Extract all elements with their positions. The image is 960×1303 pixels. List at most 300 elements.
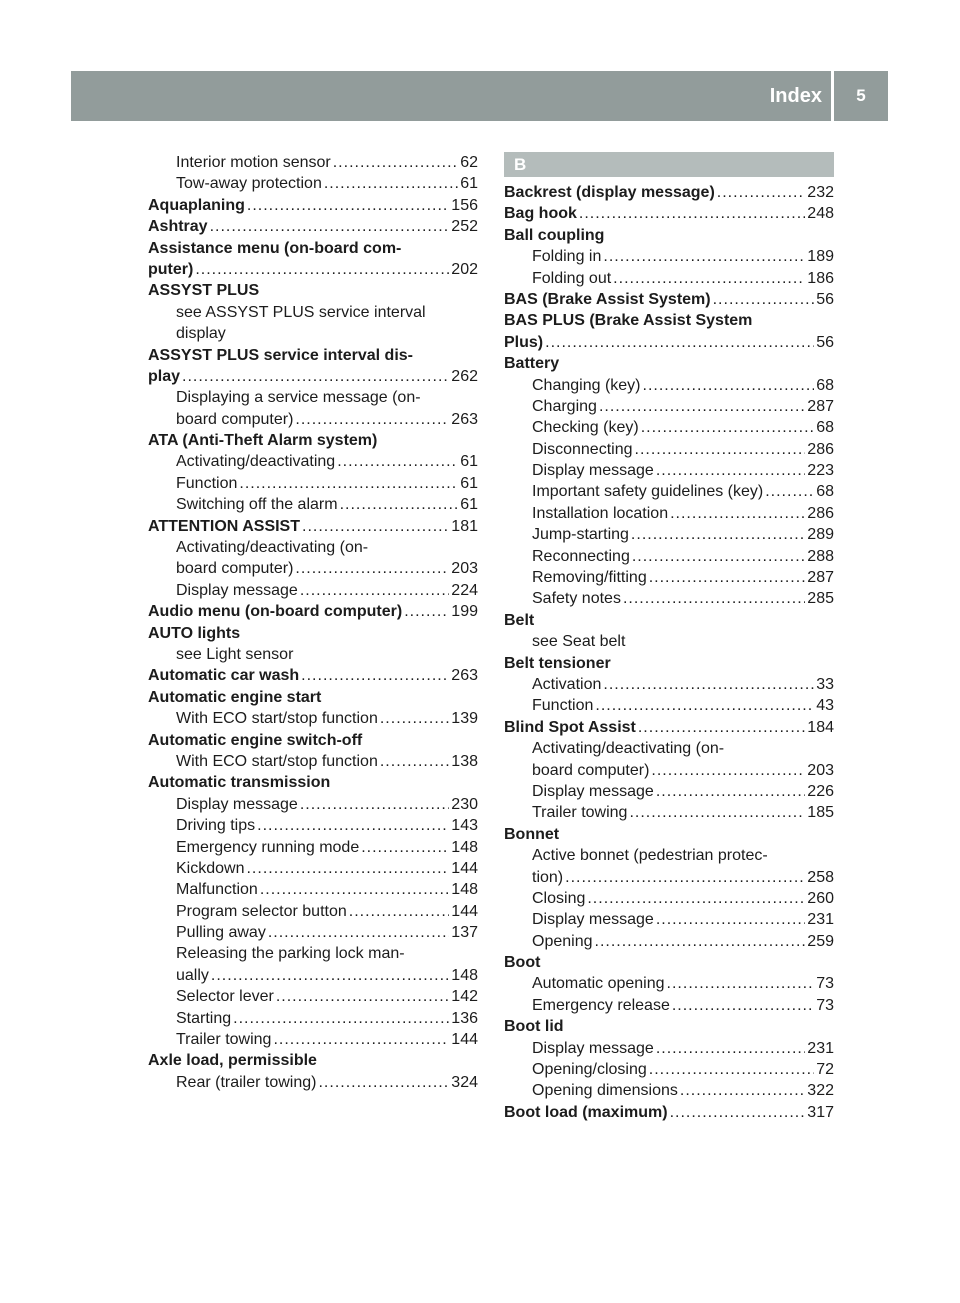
page-reference: 72 xyxy=(816,1061,834,1079)
dot-leader xyxy=(638,717,805,738)
index-subentry xyxy=(148,451,478,472)
entry-text: Axle load, permissible xyxy=(148,1052,317,1070)
page-reference: 287 xyxy=(807,397,834,415)
entry-text: Program selector button xyxy=(176,902,347,920)
index-subentry xyxy=(148,879,478,900)
entry-text: Boot load (maximum) xyxy=(504,1103,668,1121)
entry-text: Checking (key) xyxy=(532,419,639,437)
dot-leader xyxy=(765,481,814,502)
index-subentry xyxy=(148,943,478,964)
dot-leader xyxy=(257,815,449,836)
page-reference: 258 xyxy=(807,868,834,886)
dot-leader xyxy=(210,216,450,237)
page-reference: 263 xyxy=(451,667,478,685)
dot-leader xyxy=(195,259,449,280)
index-entry xyxy=(504,332,834,353)
index-subentry xyxy=(504,760,834,781)
index-entry xyxy=(148,687,478,708)
index-entry xyxy=(148,601,478,622)
entry-text: Switching off the alarm xyxy=(176,496,338,514)
dot-leader xyxy=(276,986,449,1007)
entry-text: Backrest (display message) xyxy=(504,184,715,201)
index-entry xyxy=(148,345,478,366)
entry-text: see Light sensor xyxy=(176,645,294,663)
index-subentry xyxy=(148,708,478,729)
index-entry xyxy=(504,310,834,331)
dot-leader xyxy=(656,460,805,481)
index-entry xyxy=(148,280,478,301)
entry-text: Rear (trailer towing) xyxy=(176,1073,317,1091)
entry-text: ATTENTION ASSIST xyxy=(148,517,300,535)
entry-text: board computer) xyxy=(176,560,294,578)
index-entry xyxy=(504,1016,834,1037)
page-reference: 203 xyxy=(807,761,834,779)
entry-text: Installation location xyxy=(532,504,669,522)
page-reference: 68 xyxy=(816,483,834,501)
page-reference: 317 xyxy=(807,1103,834,1121)
page-reference: 202 xyxy=(451,260,478,278)
index-entry xyxy=(504,952,834,973)
entry-text: Changing (key) xyxy=(532,376,641,394)
dot-leader xyxy=(247,195,449,216)
page-reference: 203 xyxy=(451,560,478,578)
index-entry xyxy=(148,772,478,793)
entry-text: Belt xyxy=(504,611,535,629)
entry-text: Display message xyxy=(176,581,298,599)
page-reference: 137 xyxy=(451,924,478,942)
index-subentry xyxy=(504,1038,834,1059)
dot-leader xyxy=(211,965,449,986)
page-reference: 138 xyxy=(451,752,478,770)
dot-leader xyxy=(587,888,805,909)
index-subentry xyxy=(504,1080,834,1101)
index-subentry xyxy=(504,417,834,438)
dot-leader xyxy=(295,409,449,430)
index-subentry xyxy=(504,396,834,417)
dot-leader xyxy=(545,332,814,353)
dot-leader xyxy=(643,375,815,396)
entry-text: Opening dimensions xyxy=(532,1082,678,1100)
dot-leader xyxy=(599,396,805,417)
entry-text: display xyxy=(176,325,226,343)
index-subentry xyxy=(504,268,834,289)
page-reference: 324 xyxy=(451,1073,478,1091)
entry-text: board computer) xyxy=(532,761,650,779)
entry-text: Display message xyxy=(532,782,654,800)
dot-leader xyxy=(260,879,449,900)
page-reference: 185 xyxy=(807,804,834,822)
index-entry xyxy=(148,195,478,216)
entry-text: Folding in xyxy=(532,248,602,266)
dot-leader xyxy=(603,246,805,267)
index-subentry xyxy=(148,173,478,194)
page-reference: 61 xyxy=(460,175,478,193)
entry-text: Important safety guidelines (key) xyxy=(532,483,764,501)
page-reference: 61 xyxy=(460,496,478,514)
page-reference: 181 xyxy=(451,517,478,535)
dot-leader xyxy=(670,503,805,524)
index-subentry xyxy=(148,323,478,344)
entry-text: Function xyxy=(532,697,594,715)
page-reference: 288 xyxy=(807,547,834,565)
index-subentry xyxy=(504,503,834,524)
dot-leader xyxy=(651,760,805,781)
index-subentry xyxy=(504,845,834,866)
index-subentry xyxy=(504,1059,834,1080)
dot-leader xyxy=(656,781,805,802)
page-reference: 148 xyxy=(451,838,478,856)
index-subentry xyxy=(148,794,478,815)
entry-text: Active bonnet (pedestrian protec- xyxy=(532,847,768,865)
dot-leader xyxy=(239,473,458,494)
entry-text: Pulling away xyxy=(176,924,266,942)
index-subentry xyxy=(148,751,478,772)
index-subentry xyxy=(504,931,834,952)
dot-leader xyxy=(656,909,805,930)
index-subentry xyxy=(148,901,478,922)
entry-text: Automatic car wash xyxy=(148,667,300,685)
page-reference: 43 xyxy=(816,697,834,715)
entry-text: Activating/deactivating (on- xyxy=(176,539,369,557)
page-reference: 230 xyxy=(451,795,478,813)
index-subentry xyxy=(148,858,478,879)
index-entry xyxy=(148,623,478,644)
entry-text: Display message xyxy=(176,795,298,813)
dot-leader xyxy=(595,695,814,716)
page-reference: 231 xyxy=(807,911,834,929)
index-subentry xyxy=(148,965,478,986)
dot-leader xyxy=(380,751,449,772)
dot-leader xyxy=(340,494,459,515)
entry-text: Display message xyxy=(532,911,654,929)
page-reference: 189 xyxy=(807,248,834,266)
index-subentry xyxy=(148,152,478,173)
index-column-left xyxy=(148,152,478,1093)
entry-text: puter) xyxy=(148,260,194,278)
entry-text: Audio menu (on-board computer) xyxy=(148,603,403,621)
index-subentry xyxy=(148,1072,478,1093)
entry-text: Displaying a service message (on- xyxy=(176,389,421,407)
page-reference: 56 xyxy=(816,290,834,308)
entry-text: Activating/deactivating (on- xyxy=(532,740,725,758)
page-reference: 62 xyxy=(460,154,478,171)
entry-text: Boot lid xyxy=(504,1018,564,1036)
index-subentry xyxy=(504,460,834,481)
dot-leader xyxy=(672,995,814,1016)
entry-text: Opening/closing xyxy=(532,1061,647,1079)
page-reference: 322 xyxy=(807,1082,834,1100)
entry-text: Function xyxy=(176,474,238,492)
index-entry xyxy=(148,216,478,237)
entry-text: ASSYST PLUS xyxy=(148,282,260,300)
page-reference: 33 xyxy=(816,675,834,693)
index-subentry xyxy=(148,837,478,858)
dot-leader xyxy=(318,1072,449,1093)
index-subentry xyxy=(504,546,834,567)
entry-text: see ASSYST PLUS service interval xyxy=(176,303,426,321)
page-reference: 142 xyxy=(451,988,478,1006)
index-entry xyxy=(504,353,834,374)
index-subentry xyxy=(148,558,478,579)
dot-leader xyxy=(595,931,806,952)
page-reference: 287 xyxy=(807,569,834,587)
page-reference: 286 xyxy=(807,504,834,522)
entry-text: Malfunction xyxy=(176,881,258,899)
entry-text: Trailer towing xyxy=(176,1031,272,1049)
dot-leader xyxy=(268,922,449,943)
dot-leader xyxy=(603,674,814,695)
entry-text: Closing xyxy=(532,889,586,907)
dot-leader xyxy=(380,708,449,729)
index-subentry xyxy=(504,781,834,802)
entry-text: Ashtray xyxy=(148,218,208,236)
page-reference: 148 xyxy=(451,881,478,899)
page-reference: 148 xyxy=(451,966,478,984)
dot-leader xyxy=(632,546,805,567)
dot-leader xyxy=(629,802,805,823)
page-reference: 224 xyxy=(451,581,478,599)
entry-text: Ball coupling xyxy=(504,226,605,244)
entry-text: ATA (Anti-Theft Alarm system) xyxy=(148,432,378,450)
entry-text: Tow-away protection xyxy=(176,175,322,193)
section-title: Index xyxy=(769,85,822,107)
dot-leader xyxy=(623,588,805,609)
index-entry xyxy=(148,665,478,686)
index-subentry xyxy=(504,738,834,759)
page-reference: 286 xyxy=(807,440,834,458)
entry-text: Automatic engine start xyxy=(148,688,322,706)
entry-text: Reconnecting xyxy=(532,547,630,565)
index-subentry xyxy=(148,922,478,943)
page-reference: 143 xyxy=(451,817,478,835)
dot-leader xyxy=(295,558,449,579)
entry-text: Selector lever xyxy=(176,988,274,1006)
index-subentry xyxy=(504,631,834,652)
entry-text: Activation xyxy=(532,675,602,693)
page-reference: 68 xyxy=(816,419,834,437)
index-subentry xyxy=(148,1029,478,1050)
index-entry xyxy=(504,203,834,224)
entry-text: Kickdown xyxy=(176,859,245,877)
index-entry xyxy=(504,289,834,310)
dot-leader xyxy=(300,580,449,601)
entry-text: play xyxy=(148,367,181,385)
page-reference: 73 xyxy=(816,975,834,993)
page-reference: 61 xyxy=(460,474,478,492)
page-reference: 289 xyxy=(807,526,834,544)
entry-text: Aquaplaning xyxy=(148,196,245,214)
entry-text: Automatic engine switch-off xyxy=(148,731,363,749)
entry-text: Boot xyxy=(504,954,541,972)
entry-text: Activating/deactivating xyxy=(176,453,336,471)
index-subentry xyxy=(148,302,478,323)
dot-leader xyxy=(635,439,806,460)
page-reference: 226 xyxy=(807,782,834,800)
index-subentry xyxy=(504,524,834,545)
index-subentry xyxy=(148,986,478,1007)
entry-text: Assistance menu (on-board com- xyxy=(148,239,402,257)
page-header xyxy=(71,71,888,121)
dot-leader xyxy=(337,451,458,472)
dot-leader xyxy=(667,973,815,994)
entry-text: With ECO start/stop function xyxy=(176,752,378,770)
page-reference: 73 xyxy=(816,996,834,1014)
index-subentry xyxy=(504,246,834,267)
section-letter-header: B xyxy=(504,152,834,177)
index-subentry xyxy=(504,973,834,994)
index-entries xyxy=(504,182,834,1123)
index-subentry xyxy=(504,439,834,460)
index-entry xyxy=(504,717,834,738)
dot-leader xyxy=(641,417,815,438)
entry-text: Belt tensioner xyxy=(504,654,611,672)
page-reference: 199 xyxy=(451,603,478,621)
page-reference: 252 xyxy=(451,218,478,236)
entry-text: Emergency release xyxy=(532,996,670,1014)
page-reference: 156 xyxy=(451,196,478,214)
page-reference: 263 xyxy=(451,410,478,428)
index-subentry xyxy=(504,867,834,888)
dot-leader xyxy=(349,901,450,922)
index-entry xyxy=(504,225,834,246)
index-entry xyxy=(504,824,834,845)
entry-text: Starting xyxy=(176,1009,232,1027)
page-reference: 285 xyxy=(807,590,834,608)
dot-leader xyxy=(182,366,449,387)
index-subentry xyxy=(504,995,834,1016)
entry-text: Battery xyxy=(504,355,560,373)
index-entry xyxy=(504,610,834,631)
page-reference: 144 xyxy=(451,902,478,920)
index-column-right xyxy=(504,152,834,1123)
entry-text: ually xyxy=(176,966,209,984)
dot-leader xyxy=(300,794,449,815)
dot-leader xyxy=(613,268,805,289)
dot-leader xyxy=(680,1080,805,1101)
index-entry xyxy=(148,1050,478,1071)
dot-leader xyxy=(565,867,805,888)
entry-text: Removing/fitting xyxy=(532,569,647,587)
page-reference: 61 xyxy=(460,453,478,471)
dot-leader xyxy=(333,152,458,173)
entry-text: BAS (Brake Assist System) xyxy=(504,290,711,308)
index-subentry xyxy=(504,375,834,396)
index-subentry xyxy=(148,537,478,558)
entry-text: Opening xyxy=(532,932,593,950)
entry-text: Bag hook xyxy=(504,205,577,223)
entry-text: see Seat belt xyxy=(532,633,626,651)
entry-text: Automatic opening xyxy=(532,975,665,993)
index-subentry xyxy=(504,567,834,588)
dot-leader xyxy=(301,665,449,686)
index-subentry xyxy=(504,909,834,930)
entry-text: Charging xyxy=(532,397,597,415)
index-entry xyxy=(148,430,478,451)
entry-text: Safety notes xyxy=(532,590,621,608)
entry-text: Interior motion sensor xyxy=(176,154,331,171)
page-reference: 232 xyxy=(807,184,834,201)
index-entry xyxy=(148,238,478,259)
index-subentry xyxy=(504,888,834,909)
index-entry xyxy=(148,259,478,280)
index-subentry xyxy=(504,588,834,609)
page-number: 5 xyxy=(856,86,866,105)
dot-leader xyxy=(324,173,458,194)
entry-text: Automatic transmission xyxy=(148,774,331,792)
dot-leader xyxy=(717,182,806,203)
index-subentry xyxy=(148,494,478,515)
index-subentry xyxy=(504,802,834,823)
entry-text: Jump-starting xyxy=(532,526,629,544)
entry-text: Bonnet xyxy=(504,825,560,843)
entry-text: Releasing the parking lock man- xyxy=(176,945,405,963)
dot-leader xyxy=(579,203,805,224)
index-entry xyxy=(504,182,834,203)
page-reference: 144 xyxy=(451,859,478,877)
dot-leader xyxy=(713,289,815,310)
entry-text: ASSYST PLUS service interval dis- xyxy=(148,346,413,364)
index-subentry xyxy=(504,695,834,716)
index-entry xyxy=(148,730,478,751)
page-reference: 144 xyxy=(451,1031,478,1049)
index-subentry xyxy=(148,409,478,430)
entry-text: BAS PLUS (Brake Assist System xyxy=(504,312,753,330)
entry-text: Folding out xyxy=(532,269,612,287)
index-subentry xyxy=(148,644,478,665)
index-subentry xyxy=(148,1008,478,1029)
index-entry xyxy=(148,516,478,537)
index-subentry xyxy=(148,387,478,408)
entry-text: board computer) xyxy=(176,410,294,428)
entry-text: Trailer towing xyxy=(532,804,628,822)
page-reference: 186 xyxy=(807,269,834,287)
page-reference: 262 xyxy=(451,367,478,385)
dot-leader xyxy=(649,567,806,588)
entry-text: Plus) xyxy=(504,333,544,351)
dot-leader xyxy=(246,858,449,879)
dot-leader xyxy=(404,601,449,622)
page-reference: 184 xyxy=(807,718,834,736)
dot-leader xyxy=(670,1102,806,1123)
page-reference: 248 xyxy=(807,205,834,223)
page-reference: 259 xyxy=(807,932,834,950)
entry-text: Driving tips xyxy=(176,817,256,835)
index-subentry xyxy=(504,674,834,695)
index-subentry xyxy=(148,580,478,601)
index-subentry xyxy=(148,815,478,836)
page-reference: 260 xyxy=(807,889,834,907)
index-subentry xyxy=(504,481,834,502)
entry-text: Display message xyxy=(532,462,654,480)
dot-leader xyxy=(302,516,449,537)
entry-text: With ECO start/stop function xyxy=(176,710,378,728)
page-reference: 139 xyxy=(451,710,478,728)
dot-leader xyxy=(361,837,449,858)
entry-text: Disconnecting xyxy=(532,440,633,458)
entry-text: Blind Spot Assist xyxy=(504,718,636,736)
page-reference: 231 xyxy=(807,1039,834,1057)
page-reference: 68 xyxy=(816,376,834,394)
page-reference: 223 xyxy=(807,462,834,480)
page-reference: 56 xyxy=(816,333,834,351)
entry-text: Display message xyxy=(532,1039,654,1057)
entry-text: AUTO lights xyxy=(148,624,241,642)
entry-text: tion) xyxy=(532,868,564,886)
index-entry xyxy=(148,366,478,387)
index-entry xyxy=(504,1102,834,1123)
dot-leader xyxy=(233,1008,449,1029)
dot-leader xyxy=(649,1059,814,1080)
